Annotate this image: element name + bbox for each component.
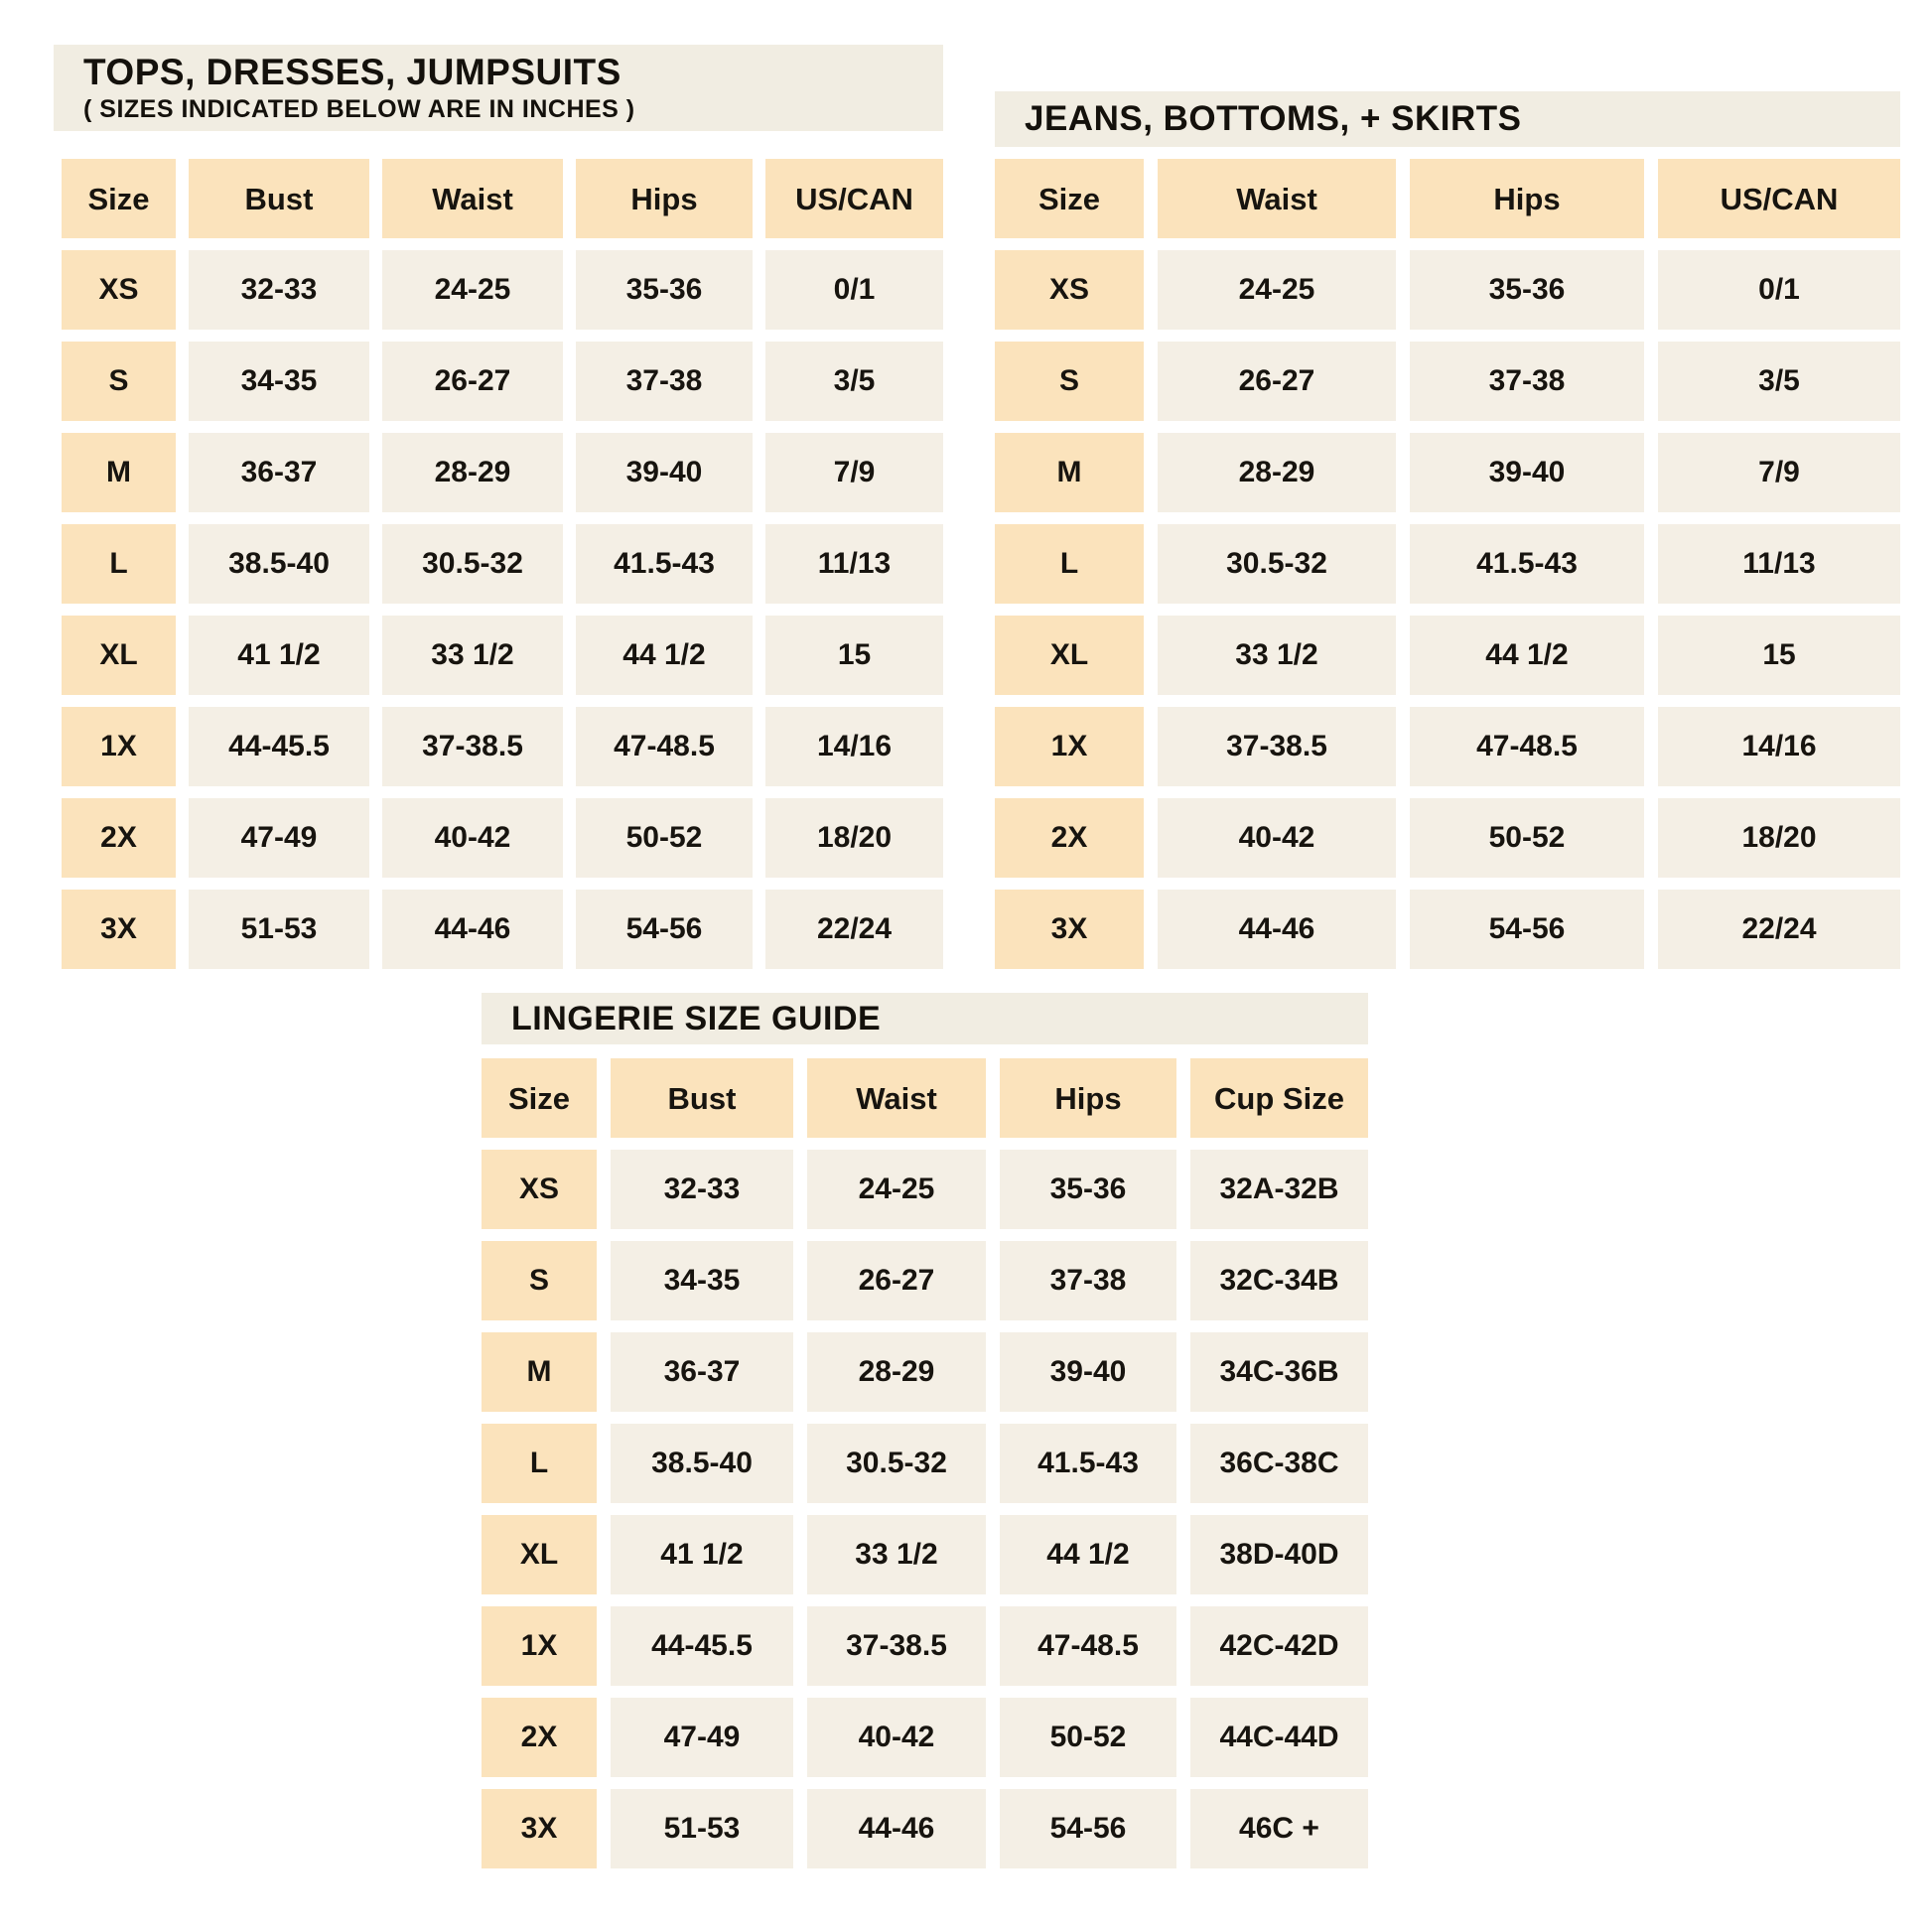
table-cell: 40-42 — [807, 1698, 986, 1777]
row-size-label: 1X — [995, 707, 1144, 786]
row-size-label: 2X — [482, 1698, 597, 1777]
table-cell: 40-42 — [1158, 798, 1396, 878]
table-cell: 18/20 — [1658, 798, 1900, 878]
table-cell: 32C-34B — [1190, 1241, 1368, 1320]
table-cell: 28-29 — [1158, 433, 1396, 512]
table-cell: 41 1/2 — [189, 616, 369, 695]
table-cell: 33 1/2 — [382, 616, 563, 695]
table-cell: 50-52 — [1410, 798, 1644, 878]
row-size-label: S — [482, 1241, 597, 1320]
column-header-hips: Hips — [576, 159, 753, 238]
table-cell: 44-46 — [382, 890, 563, 969]
table-cell: 34-35 — [189, 342, 369, 421]
table-cell: 50-52 — [1000, 1698, 1176, 1777]
table-title-block-jeans — [995, 91, 1900, 147]
table-cell: 44 1/2 — [1410, 616, 1644, 695]
row-size-label: L — [995, 524, 1144, 604]
table-cell: 37-38.5 — [1158, 707, 1396, 786]
table-cell: 22/24 — [765, 890, 943, 969]
table-cell: 7/9 — [765, 433, 943, 512]
table-cell: 35-36 — [1410, 250, 1644, 330]
row-size-label: XS — [482, 1150, 597, 1229]
table-cell: 35-36 — [1000, 1150, 1176, 1229]
table-cell: 44 1/2 — [576, 616, 753, 695]
row-size-label: XS — [62, 250, 176, 330]
table-cell: 39-40 — [1410, 433, 1644, 512]
table-cell: 15 — [765, 616, 943, 695]
table-cell: 38D-40D — [1190, 1515, 1368, 1594]
table-title-block-lingerie — [482, 993, 1368, 1044]
table-cell: 37-38 — [1000, 1241, 1176, 1320]
table-cell: 40-42 — [382, 798, 563, 878]
table-cell: 15 — [1658, 616, 1900, 695]
table-cell: 47-48.5 — [1410, 707, 1644, 786]
table-cell: 11/13 — [1658, 524, 1900, 604]
table-cell: 41.5-43 — [576, 524, 753, 604]
table-cell: 39-40 — [576, 433, 753, 512]
size-table-tops — [62, 159, 943, 969]
table-cell: 54-56 — [1410, 890, 1644, 969]
row-size-label: L — [62, 524, 176, 604]
table-cell: 44 1/2 — [1000, 1515, 1176, 1594]
table-cell: 11/13 — [765, 524, 943, 604]
table-title-tops: TOPS, DRESSES, JUMPSUITS — [83, 52, 621, 93]
table-cell: 47-48.5 — [576, 707, 753, 786]
table-cell: 32-33 — [611, 1150, 793, 1229]
row-size-label: 2X — [62, 798, 176, 878]
table-cell: 41.5-43 — [1000, 1424, 1176, 1503]
table-cell: 34C-36B — [1190, 1332, 1368, 1412]
size-table-lingerie — [482, 1058, 1368, 1868]
table-cell: 51-53 — [611, 1789, 793, 1868]
table-cell: 30.5-32 — [382, 524, 563, 604]
table-cell: 36C-38C — [1190, 1424, 1368, 1503]
table-cell: 0/1 — [765, 250, 943, 330]
row-size-label: XL — [62, 616, 176, 695]
table-cell: 54-56 — [1000, 1789, 1176, 1868]
table-cell: 34-35 — [611, 1241, 793, 1320]
table-cell: 50-52 — [576, 798, 753, 878]
column-header-hips: Hips — [1410, 159, 1644, 238]
table-cell: 14/16 — [765, 707, 943, 786]
table-cell: 37-38 — [576, 342, 753, 421]
table-title-block-tops — [54, 45, 943, 131]
table-cell: 41 1/2 — [611, 1515, 793, 1594]
table-cell: 26-27 — [382, 342, 563, 421]
table-title-lingerie: LINGERIE SIZE GUIDE — [511, 999, 882, 1037]
table-cell: 32-33 — [189, 250, 369, 330]
table-cell: 51-53 — [189, 890, 369, 969]
table-cell: 44-45.5 — [189, 707, 369, 786]
row-size-label: 1X — [482, 1606, 597, 1686]
table-cell: 35-36 — [576, 250, 753, 330]
column-header-size: Size — [482, 1058, 597, 1138]
size-table-jeans — [995, 159, 1900, 969]
column-header-cup-size: Cup Size — [1190, 1058, 1368, 1138]
table-cell: 38.5-40 — [189, 524, 369, 604]
table-cell: 24-25 — [382, 250, 563, 330]
table-cell: 46C + — [1190, 1789, 1368, 1868]
table-cell: 47-49 — [189, 798, 369, 878]
table-cell: 37-38.5 — [382, 707, 563, 786]
column-header-hips: Hips — [1000, 1058, 1176, 1138]
column-header-size: Size — [995, 159, 1144, 238]
row-size-label: L — [482, 1424, 597, 1503]
column-header-us-can: US/CAN — [1658, 159, 1900, 238]
table-cell: 26-27 — [807, 1241, 986, 1320]
table-cell: 24-25 — [1158, 250, 1396, 330]
table-cell: 33 1/2 — [807, 1515, 986, 1594]
column-header-bust: Bust — [189, 159, 369, 238]
column-header-waist: Waist — [807, 1058, 986, 1138]
table-cell: 37-38 — [1410, 342, 1644, 421]
table-cell: 37-38.5 — [807, 1606, 986, 1686]
row-size-label: XL — [482, 1515, 597, 1594]
table-cell: 39-40 — [1000, 1332, 1176, 1412]
table-cell: 28-29 — [382, 433, 563, 512]
row-size-label: M — [62, 433, 176, 512]
table-cell: 22/24 — [1658, 890, 1900, 969]
table-cell: 32A-32B — [1190, 1150, 1368, 1229]
column-header-waist: Waist — [382, 159, 563, 238]
table-cell: 3/5 — [1658, 342, 1900, 421]
table-cell: 41.5-43 — [1410, 524, 1644, 604]
table-cell: 44-46 — [1158, 890, 1396, 969]
table-cell: 24-25 — [807, 1150, 986, 1229]
table-cell: 44-45.5 — [611, 1606, 793, 1686]
table-cell: 47-49 — [611, 1698, 793, 1777]
table-cell: 30.5-32 — [807, 1424, 986, 1503]
table-subtitle-tops: ( SIZES INDICATED BELOW ARE IN INCHES ) — [83, 94, 635, 123]
table-cell: 47-48.5 — [1000, 1606, 1176, 1686]
column-header-us-can: US/CAN — [765, 159, 943, 238]
row-size-label: M — [482, 1332, 597, 1412]
row-size-label: S — [995, 342, 1144, 421]
table-cell: 44-46 — [807, 1789, 986, 1868]
table-cell: 3/5 — [765, 342, 943, 421]
row-size-label: XS — [995, 250, 1144, 330]
table-cell: 7/9 — [1658, 433, 1900, 512]
table-cell: 54-56 — [576, 890, 753, 969]
row-size-label: 3X — [995, 890, 1144, 969]
row-size-label: XL — [995, 616, 1144, 695]
column-header-size: Size — [62, 159, 176, 238]
table-cell: 18/20 — [765, 798, 943, 878]
column-header-waist: Waist — [1158, 159, 1396, 238]
row-size-label: 1X — [62, 707, 176, 786]
table-cell: 42C-42D — [1190, 1606, 1368, 1686]
table-title-jeans: JEANS, BOTTOMS, + SKIRTS — [1025, 99, 1522, 139]
table-cell: 36-37 — [611, 1332, 793, 1412]
row-size-label: 2X — [995, 798, 1144, 878]
table-cell: 33 1/2 — [1158, 616, 1396, 695]
table-cell: 44C-44D — [1190, 1698, 1368, 1777]
column-header-bust: Bust — [611, 1058, 793, 1138]
table-cell: 26-27 — [1158, 342, 1396, 421]
row-size-label: S — [62, 342, 176, 421]
table-cell: 14/16 — [1658, 707, 1900, 786]
row-size-label: M — [995, 433, 1144, 512]
table-cell: 28-29 — [807, 1332, 986, 1412]
table-cell: 0/1 — [1658, 250, 1900, 330]
table-cell: 30.5-32 — [1158, 524, 1396, 604]
row-size-label: 3X — [482, 1789, 597, 1868]
table-cell: 36-37 — [189, 433, 369, 512]
table-cell: 38.5-40 — [611, 1424, 793, 1503]
row-size-label: 3X — [62, 890, 176, 969]
